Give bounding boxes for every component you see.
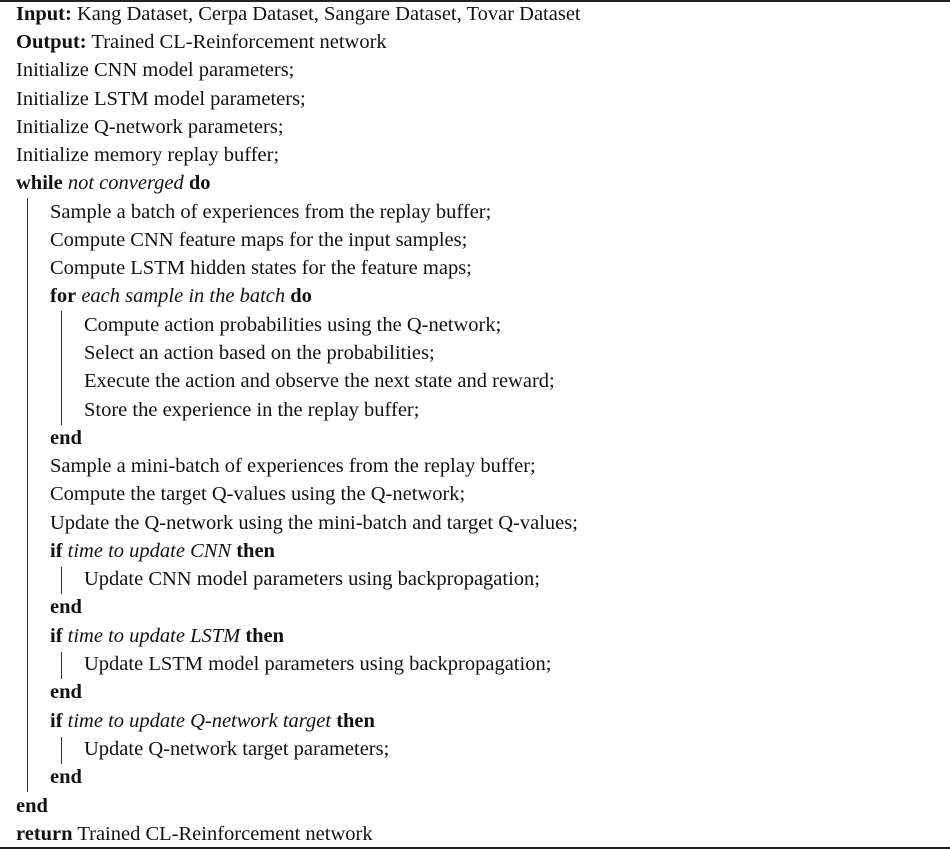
statement-line: Compute the target Q-values using the Q-network; (50, 483, 466, 505)
init-line: Initialize memory replay buffer; (16, 144, 280, 166)
return-line (16, 820, 373, 848)
then-keyword: then (236, 540, 275, 562)
do-keyword: do (188, 172, 211, 194)
if-keyword: if (50, 540, 63, 562)
end-if: end (50, 681, 82, 703)
do-keyword: do (290, 285, 312, 307)
if-line (50, 622, 284, 650)
statement-line: Sample a batch of experiences from the replay buffer; (50, 201, 492, 223)
output-label: Output: (16, 31, 87, 53)
bottom-rule (0, 847, 950, 849)
if-condition: time to update LSTM (67, 625, 241, 647)
statement-line: Select an action based on the probabilities; (84, 342, 435, 364)
then-keyword: then (245, 625, 285, 647)
return-value: Trained CL-Reinforcement network (77, 823, 373, 845)
for-line (50, 282, 312, 310)
if-block-bar (61, 567, 62, 594)
for-condition: each sample in the batch (81, 285, 286, 307)
while-line (16, 169, 211, 197)
then-keyword: then (336, 710, 375, 732)
end-for: end (50, 427, 82, 449)
if-keyword: if (50, 625, 63, 647)
if-keyword: if (50, 710, 63, 732)
while-keyword: while (16, 172, 63, 194)
input-label: Input: (16, 3, 72, 25)
return-keyword: return (16, 823, 73, 845)
output-line (16, 28, 387, 56)
if-block-bar (61, 652, 62, 679)
if-condition: time to update CNN (67, 540, 232, 562)
input-line (16, 0, 581, 28)
for-block-bar (61, 311, 62, 425)
if-block-bar (61, 737, 62, 764)
statement-line: Execute the action and observe the next state and reward; (84, 370, 555, 392)
end-while: end (16, 795, 48, 817)
if-line (50, 707, 375, 735)
input-value: Kang Dataset, Cerpa Dataset, Sangare Dataset, Tovar Dataset (76, 3, 581, 25)
statement-line: Sample a mini-batch of experiences from the replay buffer; (50, 455, 536, 477)
statement-line: Update LSTM model parameters using backpropagation; (84, 653, 552, 675)
statement-line: Compute LSTM hidden states for the feature maps; (50, 257, 472, 279)
init-line: Initialize CNN model parameters; (16, 59, 295, 81)
output-value: Trained CL-Reinforcement network (91, 31, 387, 53)
statement-line: Compute CNN feature maps for the input samples; (50, 229, 468, 251)
statement-line: Update CNN model parameters using backpropagation; (84, 568, 540, 590)
if-line (50, 537, 275, 565)
statement-line: Update the Q-network using the mini-batch and target Q-values; (50, 512, 578, 534)
statement-line: Update Q-network target parameters; (84, 738, 390, 760)
while-block-bar (27, 198, 28, 792)
statement-line: Store the experience in the replay buffer; (84, 399, 420, 421)
for-keyword: for (50, 285, 77, 307)
while-condition: not converged (67, 172, 184, 194)
init-line: Initialize Q-network parameters; (16, 116, 284, 138)
if-condition: time to update Q-network target (67, 710, 332, 732)
end-if: end (50, 766, 82, 788)
end-if: end (50, 596, 82, 618)
statement-line: Compute action probabilities using the Q-network; (84, 314, 502, 336)
init-line: Initialize LSTM model parameters; (16, 88, 306, 110)
